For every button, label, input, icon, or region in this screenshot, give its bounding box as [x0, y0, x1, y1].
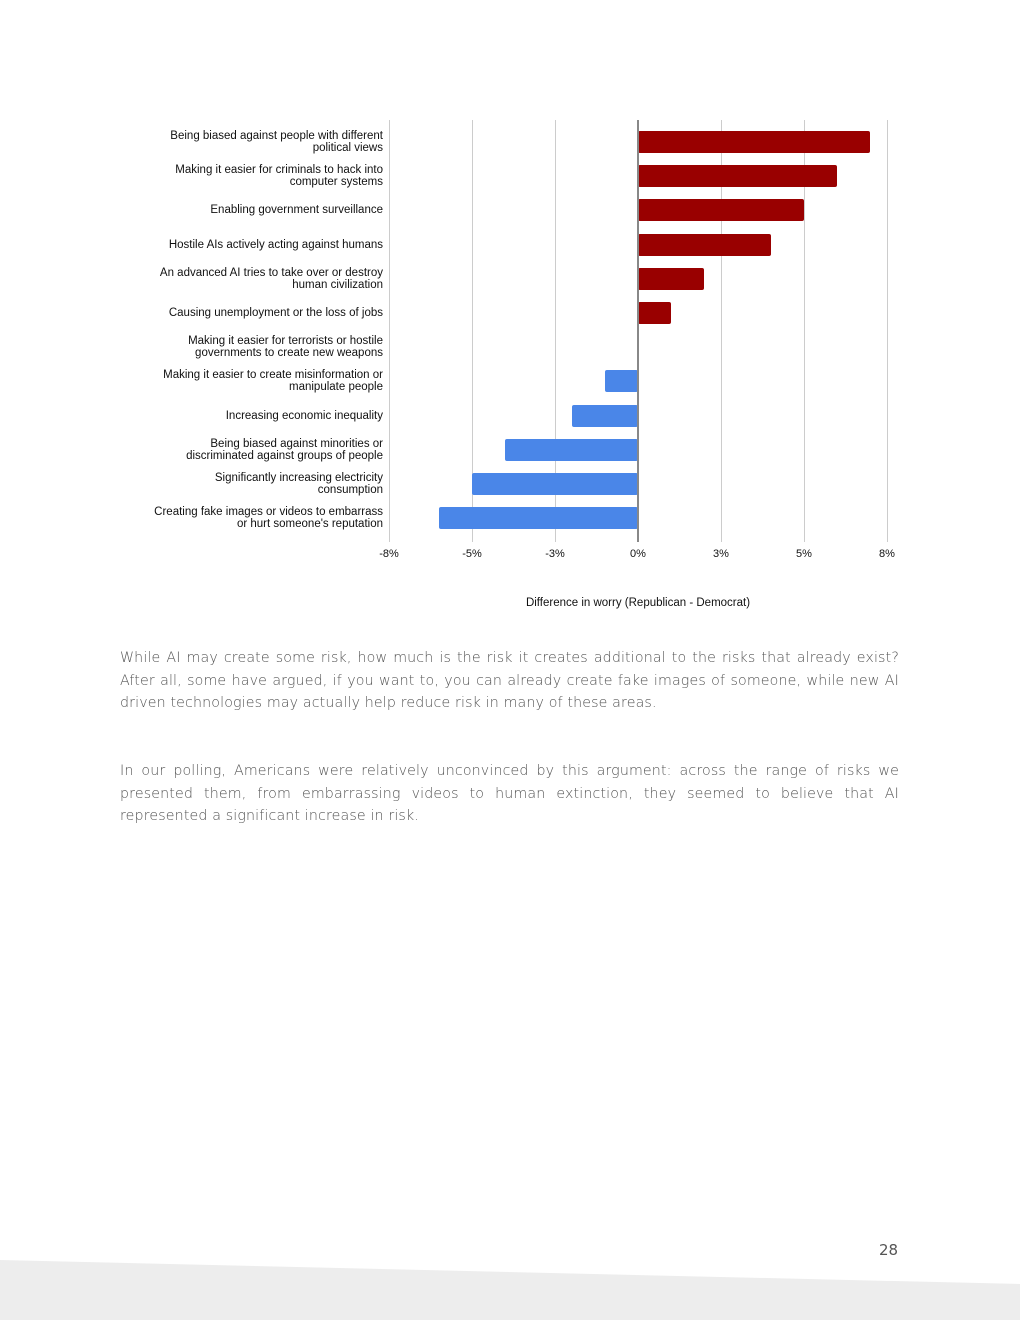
- body-paragraph-2: In our polling, Americans were relatively unconvinced by this argument: across the range of risks we presented them, from embarrassing videos to human extinction, they seemed to believe that AI represented a significant increase in risk.: [120, 763, 899, 825]
- bar-positive: [638, 131, 870, 153]
- x-tick-label: 0%: [630, 548, 646, 560]
- bar-negative: [472, 473, 638, 495]
- bar-positive: [638, 165, 837, 187]
- category-label: Being biased against minorities or discriminated against groups of people: [186, 437, 383, 462]
- gridline: [389, 120, 390, 542]
- bar-negative: [605, 370, 638, 392]
- page-number: 28: [879, 1241, 899, 1259]
- bar-negative: [439, 507, 638, 529]
- bar-negative: [505, 439, 638, 461]
- category-label: Causing unemployment or the loss of jobs: [168, 307, 383, 319]
- worry-difference-chart: [0, 0, 1020, 620]
- x-tick-label: -8%: [379, 548, 399, 560]
- category-label: Being biased against people with different political views: [170, 130, 383, 154]
- x-tick-label: -3%: [545, 548, 565, 560]
- category-label: Significantly increasing electricity consumption: [214, 472, 383, 496]
- zero-axis-line: [637, 120, 639, 542]
- category-label: Hostile AIs actively acting against humans: [168, 238, 383, 251]
- bar-positive: [638, 302, 671, 324]
- bar-positive: [638, 268, 704, 290]
- category-label: Making it easier for terrorists or hostile governments to create new weapons: [188, 335, 383, 360]
- bar-positive: [638, 199, 804, 221]
- x-tick-label: 3%: [713, 548, 729, 560]
- category-label: Increasing economic inequality: [225, 409, 383, 422]
- x-axis-title: Difference in worry (Republican - Democrat): [525, 597, 751, 609]
- gridline: [887, 120, 888, 542]
- category-label: Making it easier to create misinformation or manipulate people: [163, 369, 383, 394]
- x-tick-label: 5%: [796, 548, 812, 560]
- x-tick-label: 8%: [879, 548, 895, 560]
- footer-decoration: [0, 1260, 1020, 1320]
- category-label: An advanced AI tries to take over or destroy human civilization: [159, 266, 383, 291]
- body-paragraph-1: While AI may create some risk, how much is the risk it creates additional to the risks that already exist? After all, some have argued, if you want to, you can already create fake images of someone, while new AI driven technologies may actually help reduce risk in many of these areas.: [120, 650, 899, 712]
- category-label: Creating fake images or videos to embarrass or hurt someone's reputation: [154, 506, 383, 531]
- bar-positive: [638, 234, 771, 256]
- category-label: Making it easier for criminals to hack into computer systems: [175, 164, 383, 189]
- bar-negative: [572, 405, 638, 427]
- category-label: Enabling government surveillance: [210, 204, 383, 217]
- x-tick-label: -5%: [462, 548, 482, 560]
